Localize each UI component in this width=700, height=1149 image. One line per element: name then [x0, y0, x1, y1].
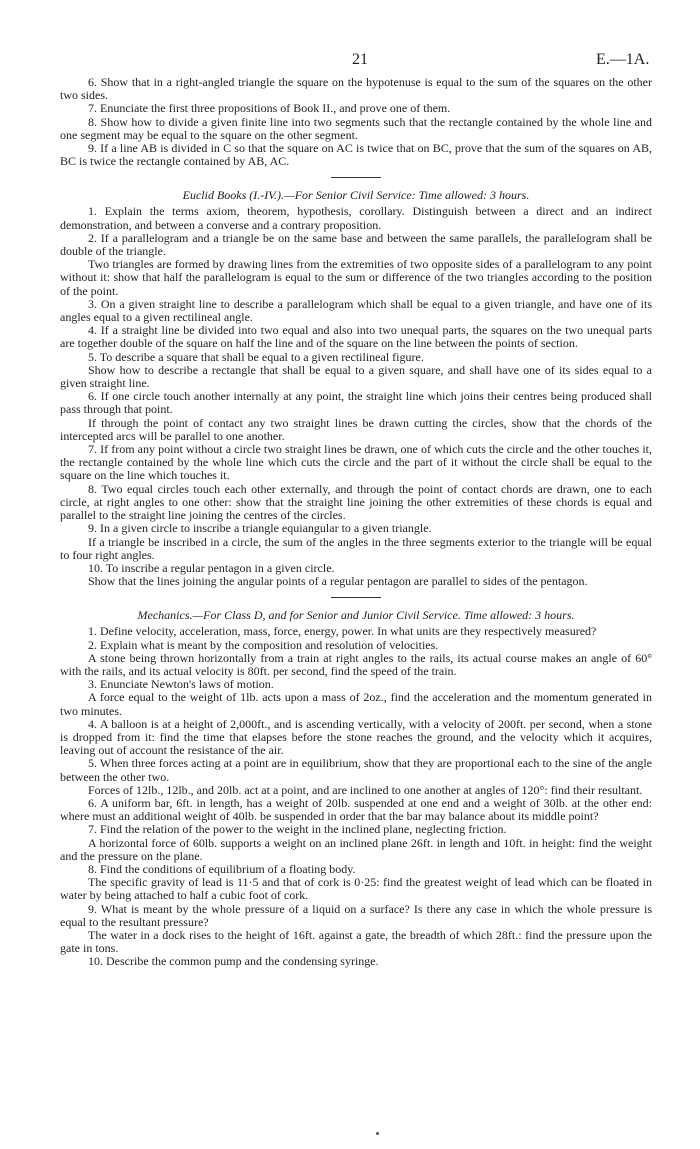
question-paragraph: A force equal to the weight of 1lb. acts upon a mass of 2oz., find the acceleration and the momentum generated in two minutes. [60, 690, 652, 718]
question-paragraph: 1. Define velocity, acceleration, mass, force, energy, power. In what units are they respectively measured? [88, 624, 597, 639]
question-paragraph: Two triangles are formed by drawing lines from the extremities of two opposite sides of a parallelogram to any point without it: show that half the parallelogram is equal to the sum or difference of the two triangles according to the position of the point. [60, 257, 652, 298]
question-paragraph: If a triangle be inscribed in a circle, the sum of the angles in the three segments exterior to the triangle will be equal to four right angles. [60, 534, 652, 562]
document-reference: E.—1A. [596, 51, 650, 68]
question-paragraph: 9. In a given circle to inscribe a triangle equiangular to a given triangle. [88, 521, 432, 536]
section-divider [331, 597, 381, 598]
question-paragraph: 8. Show how to divide a given finite line into two segments such that the rectangle contained by the whole line and one segment may be equal to the square on the other segment. [60, 114, 652, 142]
intro-questions [60, 76, 652, 168]
question-paragraph: The water in a dock rises to the height of 16ft. against a gate, the breadth of which 28ft.: find the pressure upon the gate in tons. [60, 927, 652, 956]
mechanics-section [60, 608, 652, 968]
question-paragraph: 2. Explain what is meant by the composition and resolution of velocities. [88, 637, 439, 652]
question-paragraph: 2. If a parallelogram and a triangle be on the same base and between the same parallels, the parallelogram shall be double of the triangle. [60, 230, 652, 259]
question-paragraph: 4. If a straight line be divided into two equal and also into two unequal parts, the squares on the two unequal parts are together double of the square on half the line and of the square on the line between the points of section. [60, 323, 652, 351]
question-paragraph: 3. On a given straight line to describe a parallelogram which shall be equal to a given triangle, and have one of its angles equal to a given rectilineal angle. [60, 296, 652, 325]
question-paragraph: 10. Describe the common pump and the condensing syringe. [88, 954, 379, 969]
question-paragraph: 5. When three forces acting at a point are in equilibrium, show that they are proportional each to the sine of the angle between the other two. [60, 756, 652, 784]
question-paragraph: The specific gravity of lead is 11·5 and that of cork is 0·25: find the greatest weight of lead which can be floated in water by being attached to half a cubic foot of cork. [60, 875, 652, 903]
question-paragraph: 6. Show that in a right-angled triangle the square on the hypotenuse is equal to the sum of the squares on the other two sides. [60, 75, 652, 103]
question-paragraph: Show how to describe a rectangle that shall be equal to a given square, and shall have one of its sides equal to a given straight line. [60, 362, 652, 391]
question-paragraph: 6. If one circle touch another internally at any point, the straight line which joins their centres being produced shall pass through that point. [60, 389, 652, 417]
page-body [60, 76, 652, 969]
question-paragraph: 5. To describe a square that shall be equal to a given rectilineal figure. [88, 349, 424, 364]
question-paragraph: 4. A balloon is at a height of 2,000ft., and is ascending vertically, with a velocity of 200ft. per second, when a stone is dropped from it: find the time that elapses before the stone reaches the ground, and the velocity which it acquires, leaving out of account the resistance of the air. [60, 716, 652, 758]
question-paragraph: 3. Enunciate Newton's laws of motion. [88, 677, 274, 692]
question-paragraph: 10. To inscribe a regular pentagon in a given circle. [88, 560, 335, 575]
section-heading: Mechanics.—For Class D, and for Senior and Junior Civil Service. Time allowed: 3 hours. [137, 608, 575, 623]
question-paragraph: 9. If a line AB is divided in C so that the square on AC is twice that on BC, prove that the sum of the squares on AB, BC is twice the rectangle contained by AB, AC. [60, 141, 652, 169]
footer-dot [376, 1132, 379, 1135]
section-heading: Euclid Books (I.-IV.).—For Senior Civil Service: Time allowed: 3 hours. [182, 188, 530, 203]
question-paragraph: 7. Enunciate the first three propositions of Book II., and prove one of them. [88, 101, 451, 116]
question-paragraph: A stone being thrown horizontally from a train at right angles to the rails, its actual course makes an angle of 60° with the rails, and its actual velocity is 80ft. per second, find the speed of the train. [60, 650, 652, 678]
question-paragraph: 9. What is meant by the whole pressure of a liquid on a surface? Is there any case in which the whole pressure is equal to the resultant pressure? [60, 901, 652, 929]
question-paragraph: 7. Find the relation of the power to the weight in the inclined plane, neglecting friction. [88, 822, 507, 837]
question-paragraph: 6. A uniform bar, 6ft. in length, has a weight of 20lb. suspended at one end and a weight of 30lb. at the other end: where must an additional weight of 40lb. be suspended in order that the bar may balance about its middle point? [60, 795, 652, 824]
question-paragraph: Show that the lines joining the angular points of a regular pentagon are parallel to sides of the pentagon. [88, 574, 588, 589]
question-paragraph: 8. Two equal circles touch each other externally, and through the point of contact chords are drawn, one to each circle, at right angles to one other: show that the straight line joining the other extremities of these chords is equal and parallel to the straight line joining the centres of the circles. [60, 481, 652, 523]
page-number: 21 [352, 51, 368, 68]
question-paragraph: 1. Explain the terms axiom, theorem, hypothesis, corollary. Distinguish between a direct and an indirect demonstration, and between a converse and a contrary proposition. [60, 204, 652, 232]
question-paragraph: A horizontal force of 60lb. supports a weight on an inclined plane 26ft. in length and 10ft. in height: find the weight and the pressure on the plane. [60, 835, 652, 863]
question-paragraph: If through the point of contact any two straight lines be drawn cutting the circles, show that the chords of the intercepted arcs will be parallel to one another. [60, 415, 652, 443]
section-divider [331, 177, 381, 178]
question-paragraph: 8. Find the conditions of equilibrium of a floating body. [88, 861, 356, 876]
question-paragraph: Forces of 12lb., 12lb., and 20lb. act at a point, and are inclined to one another at angles of 120°: find their resultant. [88, 782, 643, 797]
euclid-section [60, 188, 652, 588]
question-paragraph: 7. If from any point without a circle two straight lines be drawn, one of which cuts the circle and the other touches it, the rectangle contained by the whole line which cuts the circle and the part of it without the circle shall be equal to the square on the line which touches it. [60, 442, 652, 483]
